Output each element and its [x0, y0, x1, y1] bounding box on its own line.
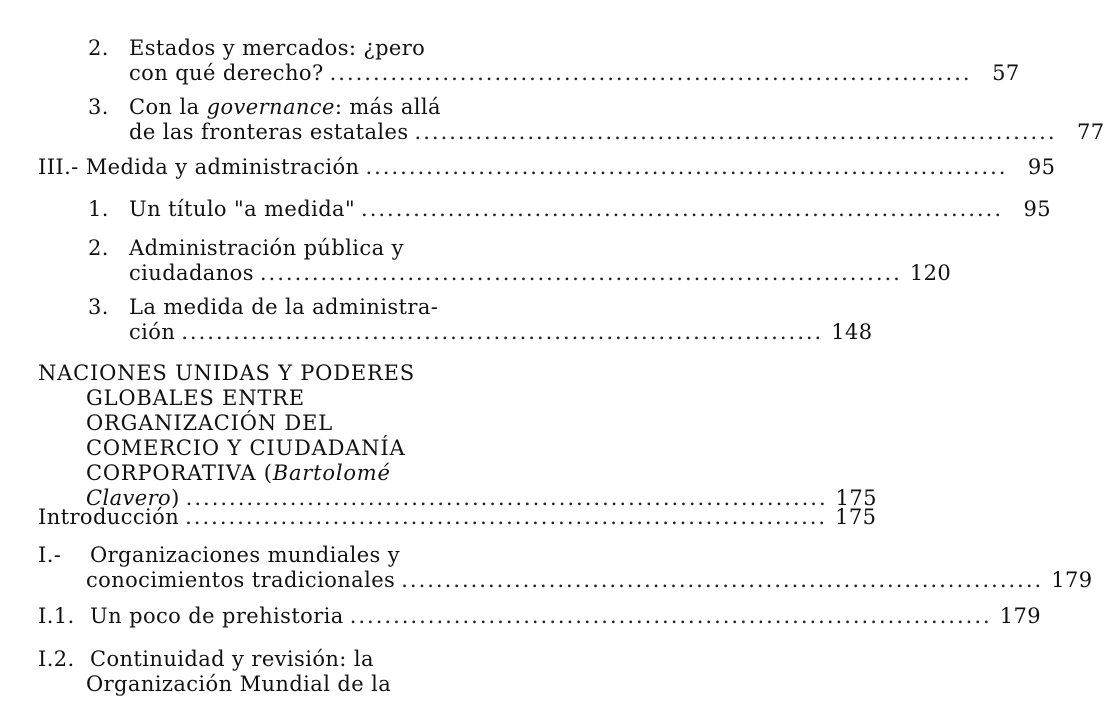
toc-entry[interactable]: [88, 197, 1052, 222]
entry-title: Organizaciones mundiales y: [90, 543, 401, 567]
toc-section-entry[interactable]: [38, 361, 877, 511]
entry-title: ción: [129, 320, 176, 344]
dot-leader: ..........................................................................: [361, 197, 1004, 221]
entry-number: 3.: [88, 95, 109, 119]
section-title-line: COMERCIO Y CIUDADANÍA: [86, 436, 406, 460]
section-title-line: GLOBALES ENTRE: [86, 386, 305, 410]
entry-title-italic: governance: [206, 95, 335, 119]
entry-title: Con la: [129, 95, 207, 119]
entry-title: Estados y mercados: ¿pero: [129, 36, 426, 60]
dot-leader: ..........................................................................: [329, 61, 972, 85]
entry-title: de las fronteras estatales: [129, 120, 409, 144]
entry-number: 3.: [88, 295, 109, 319]
entry-title: Organización Mundial de la: [86, 672, 392, 696]
dot-leader: ..........................................................................: [349, 604, 992, 628]
toc-entry[interactable]: [38, 543, 1093, 593]
page-number: 77: [1077, 120, 1105, 144]
entry-title: : más allá: [334, 95, 441, 119]
dot-leader: ..........................................................................: [185, 486, 828, 510]
entry-title: Introducción: [38, 505, 180, 529]
dot-leader: ..........................................................................: [259, 261, 902, 285]
toc-entry[interactable]: [88, 36, 1020, 86]
section-title-line: ORGANIZACIÓN DEL: [86, 411, 333, 435]
page-number: 148: [831, 320, 873, 344]
author-name: Bartolomé: [272, 461, 391, 485]
page-number: 120: [909, 261, 952, 285]
entry-number: I.2.: [38, 647, 75, 671]
entry-number: 2.: [88, 36, 109, 60]
entry-number: I.1.: [38, 604, 75, 628]
entry-title: conocimientos tradicionales: [86, 568, 396, 592]
entry-number: 2.: [88, 236, 109, 260]
page-number: 95: [1027, 155, 1056, 179]
toc-entry[interactable]: [38, 647, 556, 697]
page-number: 175: [835, 505, 877, 529]
entry-title: Un poco de prehistoria: [90, 604, 344, 628]
toc-entry[interactable]: [38, 155, 1056, 180]
section-title-line: NACIONES UNIDAS Y PODERES: [38, 361, 415, 385]
entry-title: Continuidad y revisión: la: [90, 647, 374, 671]
section-title-line: CORPORATIVA (: [86, 461, 273, 485]
toc-entry[interactable]: [38, 505, 877, 530]
closing-paren: ): [171, 486, 180, 510]
entry-title: Administración pública y: [129, 236, 404, 260]
page-number: 95: [1023, 197, 1052, 221]
dot-leader: ..........................................................................: [181, 320, 824, 344]
toc-entry[interactable]: [88, 95, 1105, 145]
entry-number: I.-: [38, 543, 62, 567]
dot-leader: ..........................................................................: [185, 505, 828, 529]
entry-number: 1.: [88, 197, 109, 221]
entry-title: La medida de la administra-: [129, 295, 439, 319]
toc-entry[interactable]: [88, 295, 873, 345]
page-number: 179: [999, 604, 1041, 628]
entry-title: III.- Medida y administración: [38, 155, 360, 179]
toc-entry[interactable]: [88, 236, 952, 286]
page-number: 179: [1051, 568, 1093, 592]
toc-entry[interactable]: [38, 604, 1041, 629]
author-name: Clavero: [86, 486, 172, 510]
page-number: 175: [835, 486, 877, 510]
dot-leader: ..........................................................................: [365, 155, 1008, 179]
entry-title: con qué derecho?: [129, 61, 324, 85]
dot-leader: ..........................................................................: [401, 568, 1044, 592]
entry-title: Un título "a medida": [129, 197, 356, 221]
page-number: 57: [992, 61, 1020, 85]
entry-title: ciudadanos: [129, 261, 254, 285]
dot-leader: ..........................................................................: [414, 120, 1057, 144]
